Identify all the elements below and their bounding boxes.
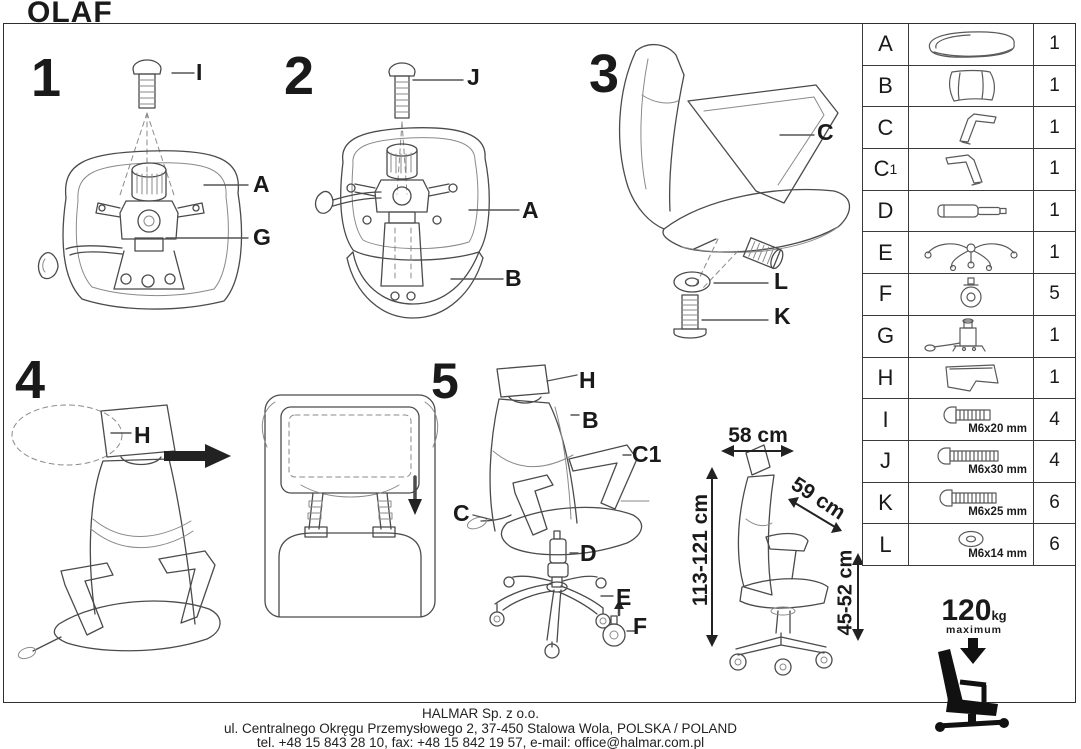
part-letter: F <box>863 274 909 315</box>
weight-limit-value: 120kg <box>941 594 1007 627</box>
dim-height-label: 113-121 cm <box>689 493 712 607</box>
washer-size-label: M6x14 mm <box>968 547 1027 560</box>
part-qty: 1 <box>1033 149 1075 190</box>
part-qty: 1 <box>1033 191 1075 232</box>
table-row-J <box>863 441 1075 483</box>
step5-label-D: D <box>580 540 597 566</box>
screw-size-label: M6x20 mm <box>968 422 1027 435</box>
base-part-icon <box>909 232 1033 273</box>
screw-part-icon <box>909 399 1033 440</box>
step2-label-B: B <box>505 265 522 291</box>
part-qty: 6 <box>1033 483 1075 524</box>
table-row-E <box>863 232 1075 274</box>
table-row-I <box>863 399 1075 441</box>
step5-label-F: F <box>633 613 648 639</box>
step5-label-C1: C1 <box>632 441 662 467</box>
page-title: OLAF <box>27 0 113 29</box>
armrest-right-part-icon <box>909 149 1033 190</box>
part-qty: 6 <box>1033 524 1075 565</box>
footer-contact: tel. +48 15 843 28 10, fax: +48 15 842 19 57, e-mail: office@halmar.com.pl <box>256 735 705 749</box>
part-qty: 1 <box>1033 232 1075 273</box>
dim-width-label: 58 cm <box>728 424 788 447</box>
part-qty: 4 <box>1033 399 1075 440</box>
step1-label-A: A <box>253 171 270 197</box>
part-qty: 4 <box>1033 441 1075 482</box>
part-qty: 1 <box>1033 24 1075 65</box>
step1-label-G: G <box>253 224 271 250</box>
screw-size-label: M6x25 mm <box>968 505 1027 518</box>
table-row-G <box>863 316 1075 358</box>
footer-address: ul. Centralnego Okręgu Przemysłowego 2, 37-450 Stalowa Wola, POLSKA / POLAND <box>223 720 737 736</box>
part-qty: 1 <box>1033 66 1075 107</box>
backrest-part-icon <box>909 66 1033 107</box>
step5-label-B: B <box>582 407 599 433</box>
table-row-A <box>863 24 1075 66</box>
weight-limit-maximum: maximum <box>945 624 1003 636</box>
part-qty: 1 <box>1033 107 1075 148</box>
part-letter: G <box>863 316 909 357</box>
step2-seat-backrest-drawing <box>301 46 536 338</box>
washer-part-icon <box>909 524 1033 565</box>
part-letter: J <box>863 441 909 482</box>
mechanism-part-icon <box>909 316 1033 357</box>
screw-part-icon <box>909 441 1033 482</box>
step3-label-K: K <box>774 303 791 329</box>
armrest-left-part-icon <box>909 107 1033 148</box>
step4-headrest-detail-drawing <box>253 389 448 634</box>
screw-size-label: M6x30 mm <box>968 464 1027 477</box>
part-letter: E <box>863 232 909 273</box>
dim-seat-height-label: 45-52 cm <box>834 549 857 636</box>
footer <box>0 707 1021 749</box>
part-letter: K <box>863 483 909 524</box>
table-row-L <box>863 524 1075 566</box>
step2-number: 2 <box>284 46 315 106</box>
step3-armrest-drawing <box>596 39 861 351</box>
table-row-F <box>863 274 1075 316</box>
part-letter: B <box>863 66 909 107</box>
caster-part-icon <box>909 274 1033 315</box>
content-frame <box>3 23 1076 703</box>
step3-number: 3 <box>589 44 620 104</box>
step5-number: 5 <box>431 353 459 409</box>
parts-table <box>862 24 1075 566</box>
table-row-H <box>863 358 1075 400</box>
part-letter: D <box>863 191 909 232</box>
part-letter: L <box>863 524 909 565</box>
step4-chair-headrest-drawing <box>9 399 234 664</box>
table-row-C <box>863 107 1075 149</box>
table-row-B <box>863 66 1075 108</box>
step3-label-L: L <box>774 268 789 294</box>
table-row-C1 <box>863 149 1075 191</box>
step5-label-E: E <box>616 584 632 610</box>
step5-label-H: H <box>579 367 596 393</box>
step1-number: 1 <box>31 48 62 108</box>
part-letter: H <box>863 358 909 399</box>
gas-lift-part-icon <box>909 191 1033 232</box>
step4-label-H: H <box>134 422 151 448</box>
step5-exploded-chair-drawing <box>451 363 663 663</box>
part-qty: 1 <box>1033 358 1075 399</box>
step2-label-A: A <box>522 197 539 223</box>
part-letter: C <box>863 107 909 148</box>
dim-depth-label: 59 cm <box>787 472 850 525</box>
step4-number: 4 <box>15 350 46 410</box>
step5-label-C: C <box>453 500 470 526</box>
step1-label-I: I <box>196 59 203 85</box>
part-letter: A <box>863 24 909 65</box>
step3-label-C: C <box>817 119 834 145</box>
step2-label-J: J <box>467 64 480 90</box>
table-row-K <box>863 483 1075 525</box>
footer-company: HALMAR Sp. z o.o. <box>421 706 540 721</box>
screw-part-icon <box>909 483 1033 524</box>
part-qty: 5 <box>1033 274 1075 315</box>
headrest-part-icon <box>909 358 1033 399</box>
table-row-D <box>863 191 1075 233</box>
part-qty: 1 <box>1033 316 1075 357</box>
step1-seat-underside-drawing <box>26 43 276 315</box>
part-letter: I <box>863 399 909 440</box>
seat-part-icon <box>909 24 1033 65</box>
part-letter: C 1 <box>863 149 909 190</box>
